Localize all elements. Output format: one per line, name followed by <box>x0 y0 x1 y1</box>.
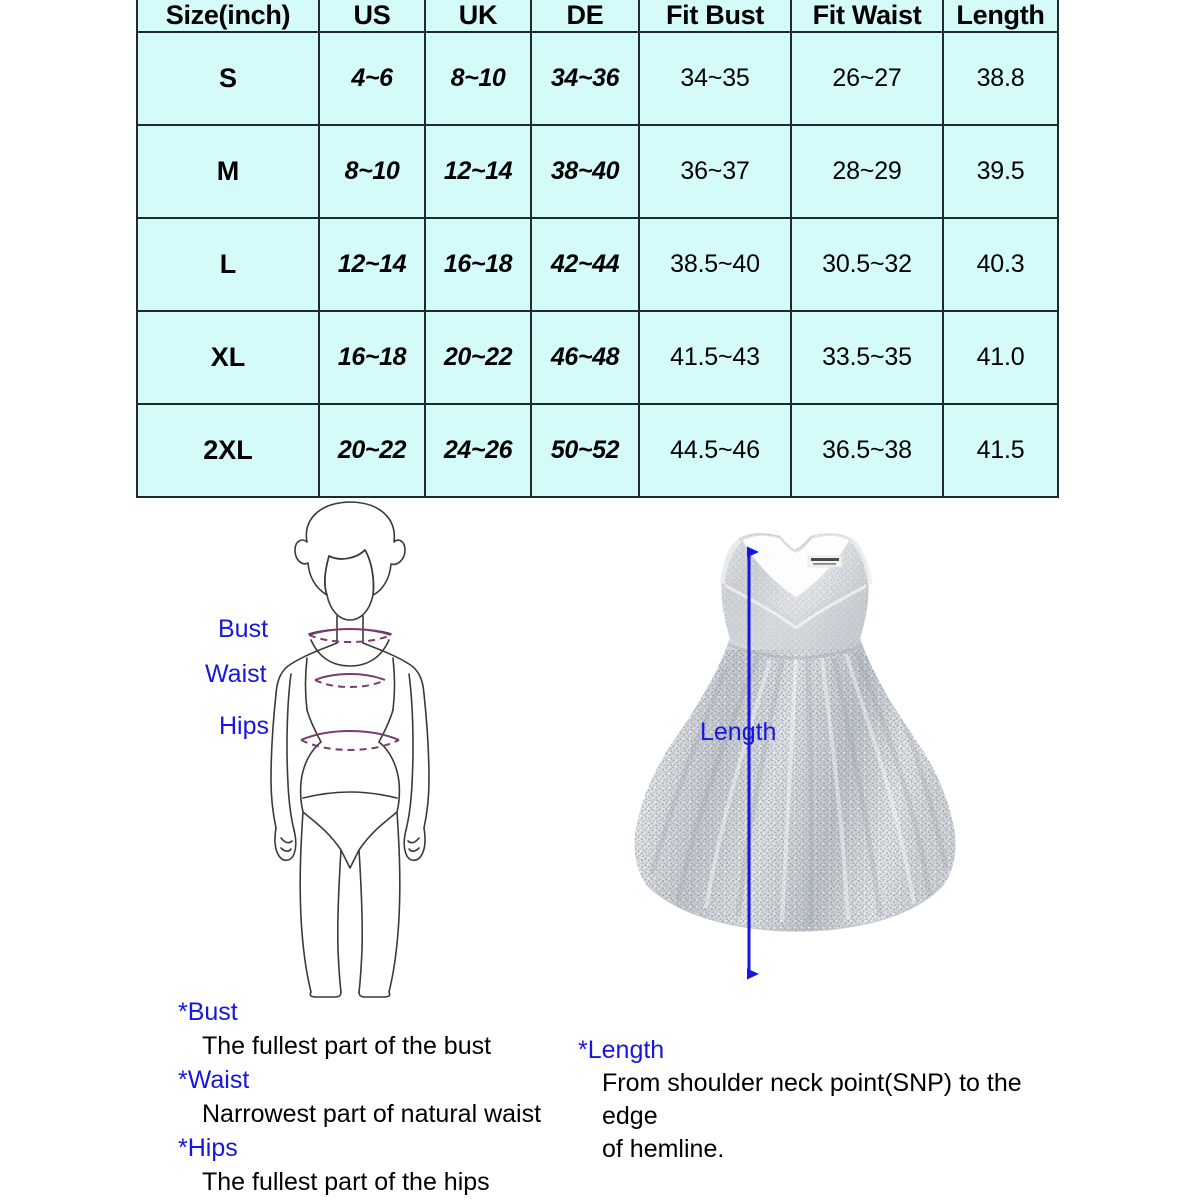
dress-label-length: Length <box>700 718 777 746</box>
cell-us: 12~14 <box>319 218 425 311</box>
cell-us: 4~6 <box>319 32 425 125</box>
cell-length: 40.3 <box>943 218 1058 311</box>
cell-de: 42~44 <box>531 218 639 311</box>
note-title-waist: *Waist <box>178 1066 250 1094</box>
note-body-waist: Narrowest part of natural waist <box>202 1100 542 1128</box>
measurement-notes-left <box>178 995 598 1199</box>
cell-uk: 16~18 <box>425 218 531 311</box>
body-label-bust: Bust <box>218 615 269 643</box>
cell-de: 50~52 <box>531 404 639 497</box>
cell-fit-bust: 41.5~43 <box>639 311 791 404</box>
cell-uk: 20~22 <box>425 311 531 404</box>
cell-us: 16~18 <box>319 311 425 404</box>
cell-fit-bust: 44.5~46 <box>639 404 791 497</box>
header-de: DE <box>531 0 639 32</box>
measurement-notes-right <box>578 1033 1058 1166</box>
header-length: Length <box>943 0 1058 32</box>
cell-fit-waist: 33.5~35 <box>791 311 943 404</box>
cell-de: 46~48 <box>531 311 639 404</box>
dress-photo <box>630 528 960 988</box>
cell-length: 38.8 <box>943 32 1058 125</box>
note-body-length-line2: of hemline. <box>602 1135 725 1163</box>
cell-us: 8~10 <box>319 125 425 218</box>
cell-uk: 24~26 <box>425 404 531 497</box>
cell-de: 34~36 <box>531 32 639 125</box>
cell-size: XL <box>137 311 319 404</box>
table-row <box>137 311 1058 404</box>
cell-length: 41.0 <box>943 311 1058 404</box>
note-body-bust: The fullest part of the bust <box>202 1032 492 1060</box>
cell-fit-bust: 36~37 <box>639 125 791 218</box>
note-title-length: *Length <box>578 1036 665 1064</box>
cell-uk: 12~14 <box>425 125 531 218</box>
cell-length: 39.5 <box>943 125 1058 218</box>
length-measure-arrow <box>735 538 767 988</box>
cell-fit-waist: 28~29 <box>791 125 943 218</box>
table-row <box>137 32 1058 125</box>
cell-size: M <box>137 125 319 218</box>
figures-area <box>0 498 1200 1200</box>
note-title-bust: *Bust <box>178 998 238 1026</box>
cell-uk: 8~10 <box>425 32 531 125</box>
cell-fit-waist: 26~27 <box>791 32 943 125</box>
size-table <box>136 0 1059 498</box>
cell-us: 20~22 <box>319 404 425 497</box>
note-body-length-line1: From shoulder neck point(SNP) to the edge <box>602 1069 1022 1130</box>
cell-fit-waist: 36.5~38 <box>791 404 943 497</box>
header-size: Size(inch) <box>137 0 319 32</box>
header-uk: UK <box>425 0 531 32</box>
header-fit-bust: Fit Bust <box>639 0 791 32</box>
note-title-hips: *Hips <box>178 1134 238 1162</box>
cell-length: 41.5 <box>943 404 1058 497</box>
table-row <box>137 125 1058 218</box>
cell-size: S <box>137 32 319 125</box>
cell-fit-waist: 30.5~32 <box>791 218 943 311</box>
note-body-hips: The fullest part of the hips <box>202 1168 490 1196</box>
cell-de: 38~40 <box>531 125 639 218</box>
cell-fit-bust: 38.5~40 <box>639 218 791 311</box>
table-header-row <box>137 0 1058 32</box>
female-body-diagram <box>245 498 455 998</box>
cell-fit-bust: 34~35 <box>639 32 791 125</box>
table-row <box>137 218 1058 311</box>
size-table-container <box>136 0 1057 498</box>
header-us: US <box>319 0 425 32</box>
dress-brand-label <box>808 556 842 567</box>
body-label-waist: Waist <box>205 660 267 688</box>
table-row <box>137 404 1058 497</box>
body-label-hips: Hips <box>219 712 270 740</box>
header-fit-waist: Fit Waist <box>791 0 943 32</box>
cell-size: L <box>137 218 319 311</box>
cell-size: 2XL <box>137 404 319 497</box>
